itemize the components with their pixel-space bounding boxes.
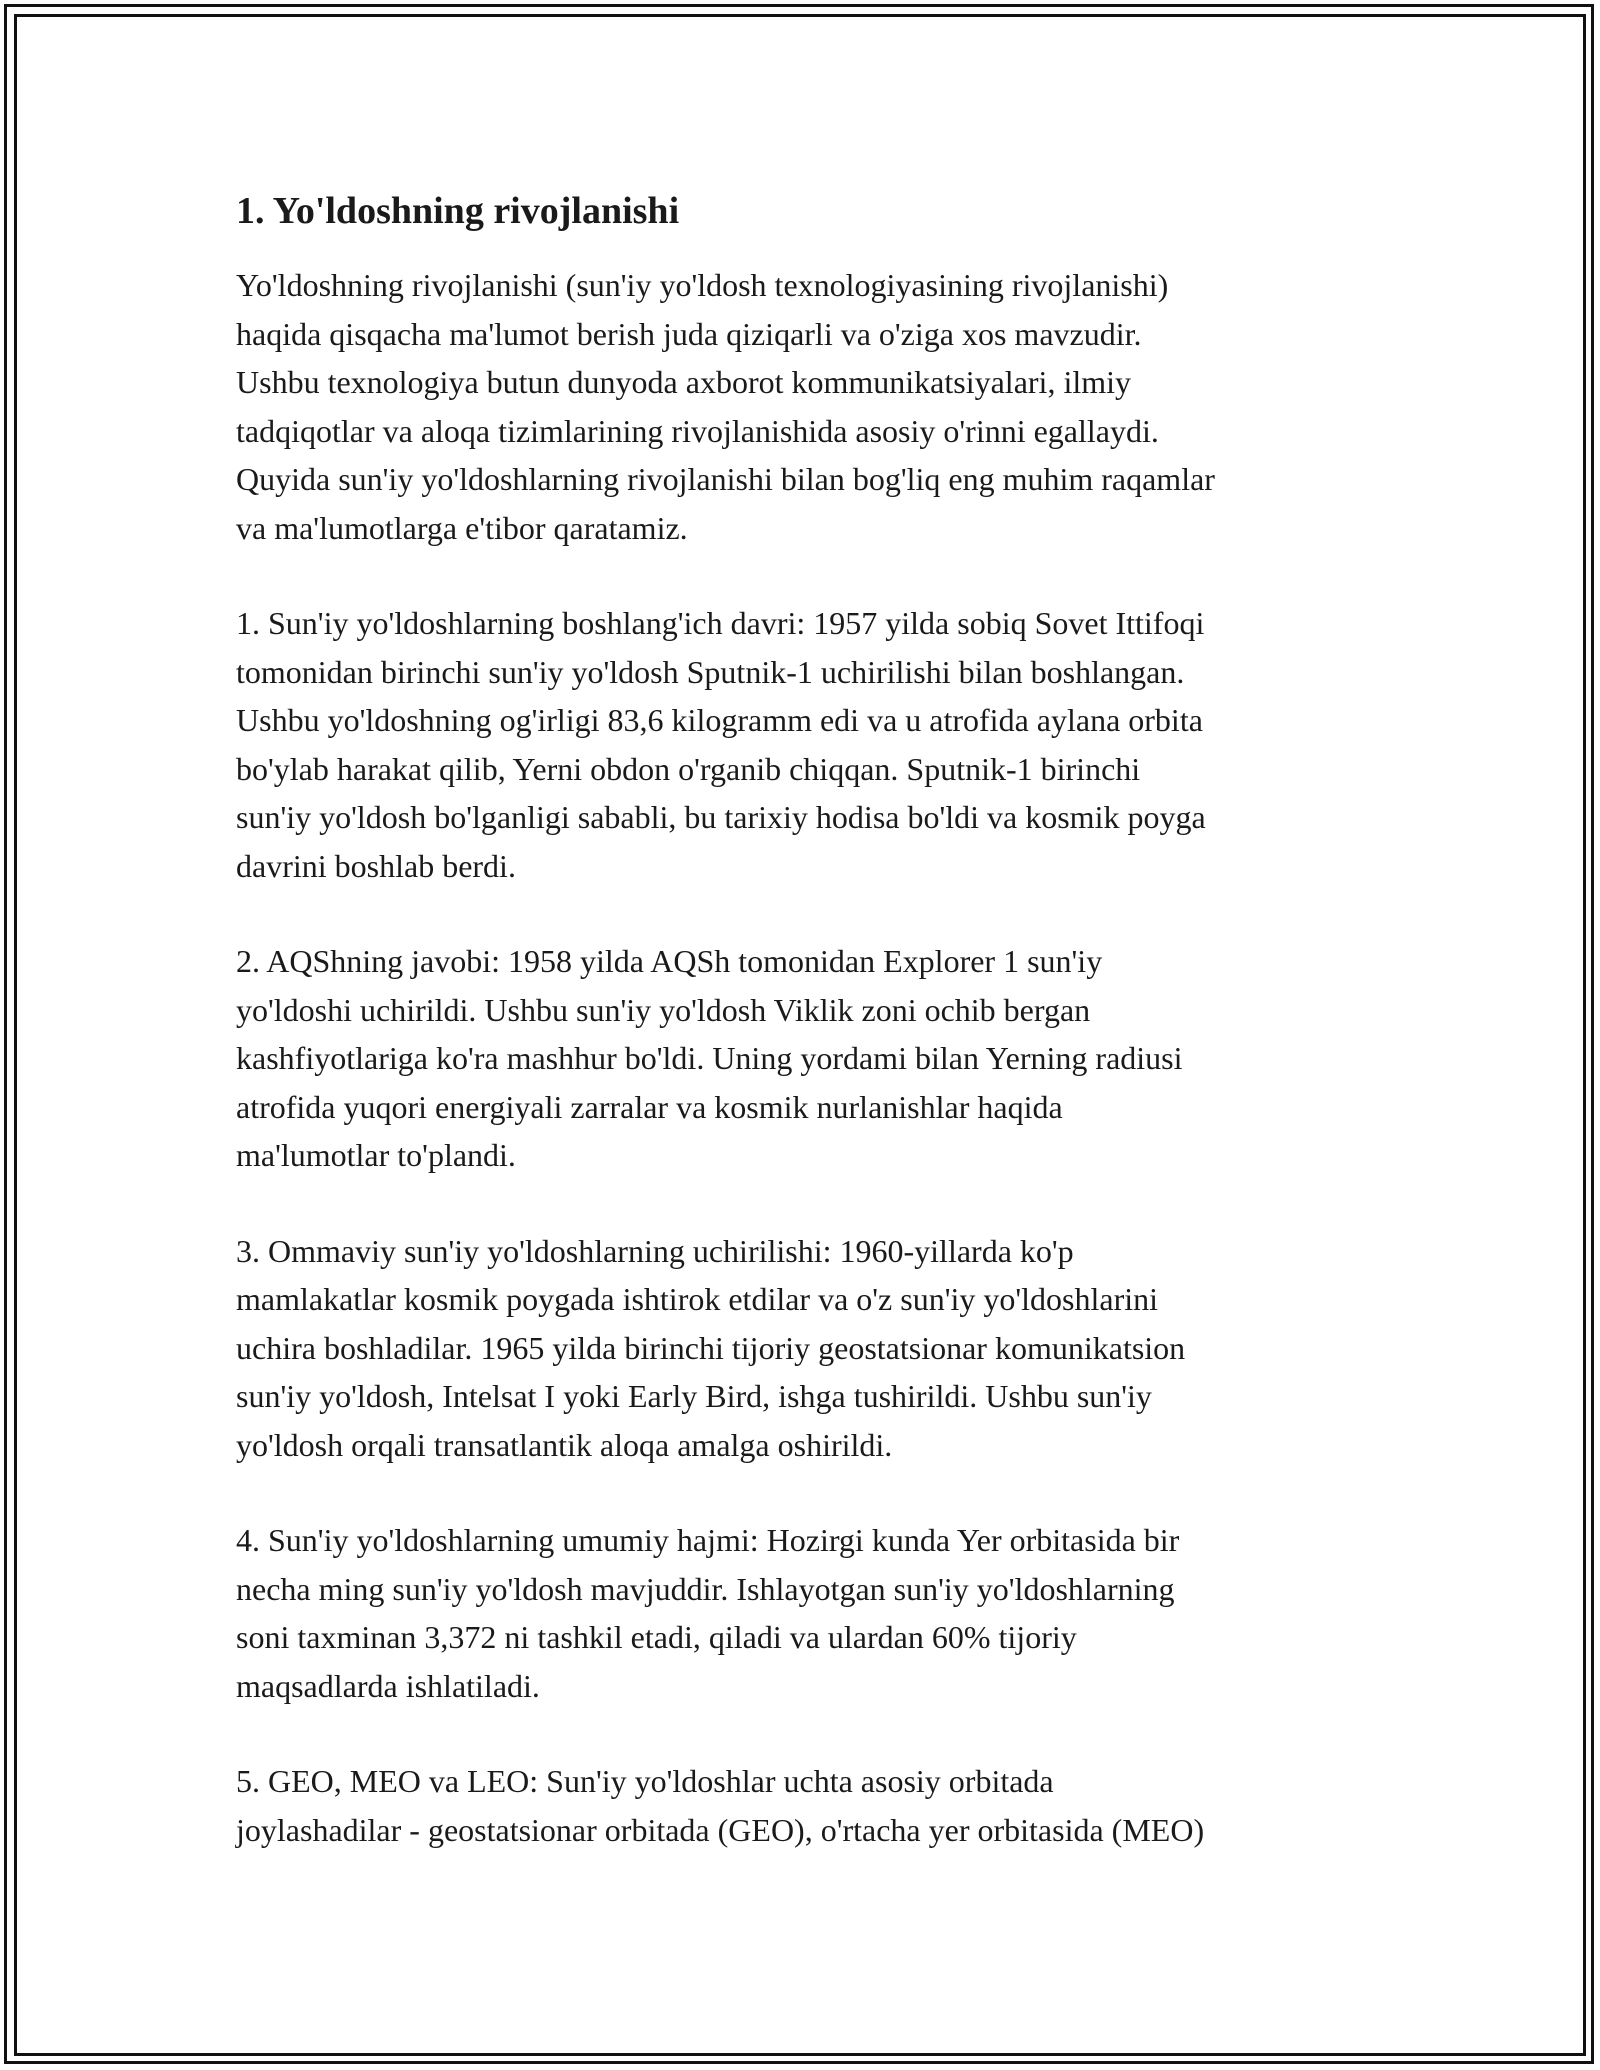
text-line: joylashadilar - geostatsionar orbitada (GEO), o'rtacha yer orbitasida (MEO) [236, 1811, 1205, 1848]
list-item-4-paragraph [236, 1516, 1376, 1710]
text-line: bo'ylab harakat qilib, Yerni obdon o'rganib chiqqan. Sputnik-1 birinchi [236, 750, 1141, 787]
text-line: uchira boshladilar. 1965 yilda birinchi tijoriy geostatsionar komunikatsion [236, 1329, 1186, 1366]
text-line: 2. AQShning javobi: 1958 yilda AQSh tomonidan Explorer 1 sun'iy [236, 943, 1103, 979]
text-line: sun'iy yo'ldosh bo'lganligi sababli, bu tarixiy hodisa bo'ldi va kosmik poyga [236, 799, 1206, 835]
text-line: Yo'ldoshning rivojlanishi (sun'iy yo'ldosh texnologiyasining rivojlanishi) [236, 267, 1169, 303]
text-line: 1. Sun'iy yo'ldoshlarning boshlang'ich davri: 1957 yilda sobiq Sovet Ittifoqi [236, 605, 1205, 641]
text-line: 5. GEO, MEO va LEO: Sun'iy yo'ldoshlar uchta asosiy orbitada [236, 1763, 1054, 1799]
text-line: sun'iy yo'ldosh, Intelsat I yoki Early Bird, ishga tushirildi. Ushbu sun'iy [236, 1378, 1152, 1414]
section-heading: 1. Yo'ldoshning rivojlanishi [236, 190, 680, 232]
text-line: Ushbu yo'ldoshning og'irligi 83,6 kilogramm edi va u atrofida aylana orbita [236, 702, 1203, 738]
text-line: yo'ldoshi uchirildi. Ushbu sun'iy yo'ldosh Viklik zoni ochib bergan [236, 991, 1091, 1028]
text-line: tadqiqotlar va aloqa tizimlarining rivojlanishida asosiy o'rinni egallaydi. [236, 412, 1159, 449]
list-item-3-paragraph [236, 1227, 1376, 1470]
text-line: Quyida sun'iy yo'ldoshlarning rivojlanishi bilan bog'liq eng muhim raqamlar [236, 461, 1215, 497]
text-line: davrini boshlab berdi. [236, 847, 516, 884]
text-line: maqsadlarda ishlatiladi. [236, 1667, 540, 1704]
intro-paragraph [236, 261, 1376, 552]
list-item-2-paragraph [236, 937, 1376, 1180]
document-page [236, 187, 1376, 1901]
text-line: 4. Sun'iy yo'ldoshlarning umumiy hajmi: Hozirgi kunda Yer orbitasida bir [236, 1522, 1180, 1558]
text-line: tomonidan birinchi sun'iy yo'ldosh Sputnik-1 uchirilishi bilan boshlangan. [236, 653, 1185, 690]
text-line: soni taxminan 3,372 ni tashkil etadi, qiladi va ulardan 60% tijoriy [236, 1619, 1077, 1655]
text-line: atrofida yuqori energiyali zarralar va kosmik nurlanishlar haqida [236, 1088, 1063, 1125]
text-line: Ushbu texnologiya butun dunyoda axborot kommunikatsiyalari, ilmiy [236, 364, 1131, 400]
text-line: kashfiyotlariga ko'ra mashhur bo'ldi. Uning yordami bilan Yerning radiusi [236, 1040, 1183, 1076]
text-line: yo'ldosh orqali transatlantik aloqa amalga oshirildi. [236, 1426, 893, 1463]
text-line: haqida qisqacha ma'lumot berish juda qiziqarli va o'ziga xos mavzudir. [236, 315, 1142, 352]
text-line: ma'lumotlar to'plandi. [236, 1137, 516, 1173]
list-item-5-paragraph [236, 1757, 1376, 1854]
text-line: necha ming sun'iy yo'ldosh mavjuddir. Ishlayotgan sun'iy yo'ldoshlarning [236, 1570, 1175, 1607]
text-line: va ma'lumotlarga e'tibor qaratamiz. [236, 509, 688, 546]
list-item-1-paragraph [236, 599, 1376, 890]
text-line: 3. Ommaviy sun'iy yo'ldoshlarning uchirilishi: 1960-yillarda ko'p [236, 1232, 1074, 1269]
text-line: mamlakatlar kosmik poygada ishtirok etdilar va o'z sun'iy yo'ldoshlarini [236, 1281, 1158, 1317]
